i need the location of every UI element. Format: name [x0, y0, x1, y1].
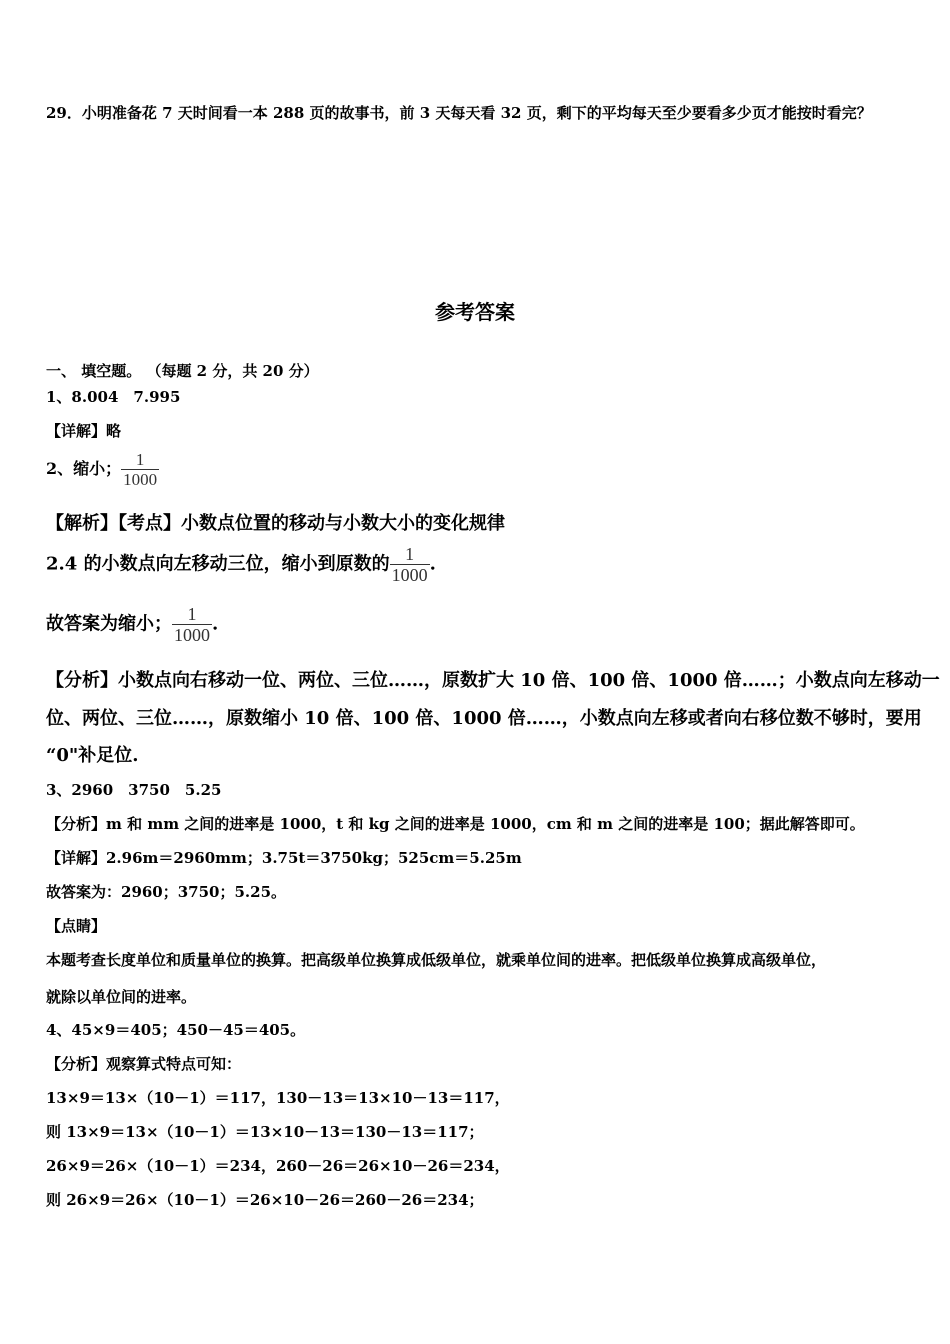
answer-3: 3、2960 3750 5.25: [46, 781, 222, 799]
fraction-denominator: 1000: [391, 565, 428, 585]
explanation-text: 2.4 的小数点向左移动三位，缩小到原数的: [46, 553, 390, 575]
answer-2-conclusion: [46, 605, 218, 644]
answer-1: 1、8.004 7.995: [46, 388, 181, 406]
answer-4-analysis: 【分析】观察算式特点可知：: [46, 1055, 242, 1073]
fraction-one-thousandth: [390, 545, 430, 584]
conclusion-text: 故答案为缩小；: [46, 613, 172, 635]
answer-title: 参考答案: [435, 300, 515, 324]
fraction-denominator: 1000: [123, 470, 158, 489]
conclusion-period: .: [212, 613, 219, 635]
answer-3-analysis: 【分析】m 和 mm 之间的进率是 1000，t 和 kg 之间的进率是 1000，cm 和 m 之间的进率是 100；据此解答即可。: [46, 815, 865, 833]
fraction-numerator: 1: [405, 544, 415, 564]
answer-4: 4、45×9＝405；450－45＝405。: [46, 1021, 306, 1039]
fraction-numerator: 1: [187, 604, 197, 624]
answer-2-explanation: [46, 545, 436, 584]
answer-4-line-1: 13×9＝13×（10－1）＝117，130－13＝13×10－13＝117，: [46, 1089, 510, 1107]
answer-2-analysis-title: 【解析】【考点】小数点位置的移动与小数大小的变化规律: [46, 513, 505, 534]
answer-3-tip-line-2: 就除以单位间的进率。: [46, 988, 197, 1006]
answer-2-analysis-line-1: 【分析】小数点向右移动一位、两位、三位……，原数扩大 10 倍、100 倍、1000 倍……；小数点向左移动一: [46, 670, 940, 691]
explanation-period: .: [429, 553, 436, 575]
answer-4-line-3: 26×9＝26×（10－1）＝234，260－26＝26×10－26＝234，: [46, 1157, 510, 1175]
fraction-denominator: 1000: [174, 625, 210, 645]
answer-3-conclusion: 故答案为：2960；3750；5.25。: [46, 883, 287, 901]
answer-2-analysis-line-2: 位、两位、三位……，原数缩小 10 倍、100 倍、1000 倍……，小数点向左移或者向右移位数不够时，要用: [46, 708, 922, 729]
answer-2: [46, 451, 159, 488]
answer-1-detail: 【详解】略: [46, 422, 122, 440]
answer-2-prefix: 2、缩小；: [46, 459, 122, 478]
fraction-one-thousandth: [172, 605, 212, 644]
section-1-heading: 一、 填空题。 （每题 2 分，共 20 分）: [46, 362, 319, 380]
answer-2-analysis-line-3: “0"补足位.: [46, 745, 139, 766]
fraction-one-thousandth: [121, 451, 159, 488]
answer-4-line-2: 则 13×9＝13×（10－1）＝13×10－13＝130－13＝117；: [46, 1123, 484, 1141]
answer-3-tip-line-1: 本题考查长度单位和质量单位的换算。把高级单位换算成低级单位，就乘单位间的进率。把低级单位换算成高级单位，: [46, 951, 827, 969]
answer-3-tip-title: 【点睛】: [46, 917, 107, 935]
fraction-numerator: 1: [135, 450, 145, 469]
question-29: 29．小明准备花 7 天时间看一本 288 页的故事书，前 3 天每天看 32 页，剩下的平均每天至少要看多少页才能按时看完？: [46, 104, 872, 122]
answer-4-line-4: 则 26×9＝26×（10－1）＝26×10－26＝260－26＝234；: [46, 1191, 484, 1209]
answer-3-detail: 【详解】2.96m＝2960mm；3.75t＝3750kg；525cm＝5.25m: [46, 849, 522, 867]
